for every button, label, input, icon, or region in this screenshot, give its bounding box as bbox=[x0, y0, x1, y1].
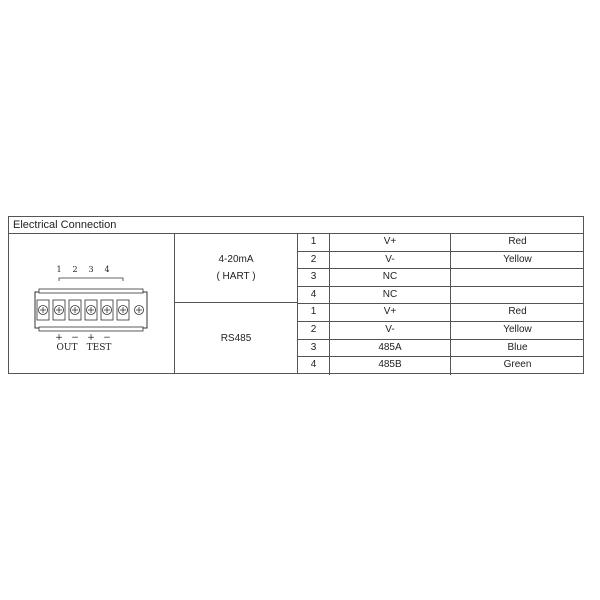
row-wire-color: Yellow bbox=[503, 324, 532, 335]
terminal-block-bottom bbox=[39, 327, 143, 331]
table-row bbox=[298, 287, 584, 305]
electrical-connection-table bbox=[8, 216, 584, 374]
row-wire-color bbox=[451, 287, 584, 304]
mode-cell-rs485 bbox=[175, 303, 298, 374]
row-signal: 485B bbox=[330, 357, 451, 375]
row-number: 3 bbox=[298, 269, 330, 286]
pin-number-3: 3 bbox=[88, 265, 94, 274]
table-row bbox=[298, 252, 584, 270]
row-wire-color bbox=[451, 269, 584, 286]
row-wire-color: Green bbox=[503, 359, 532, 371]
table-row bbox=[298, 322, 584, 340]
row-wire-color: Red bbox=[508, 306, 527, 318]
row-wire-color: Blue bbox=[507, 341, 528, 353]
terminal-diagram-cell bbox=[9, 234, 175, 374]
row-number: 2 bbox=[298, 252, 330, 269]
polarity-test-minus: − bbox=[103, 333, 111, 343]
polarity-out-minus: − bbox=[71, 333, 79, 343]
terminal-block-top bbox=[39, 289, 143, 293]
terminal-screws bbox=[37, 300, 144, 320]
row-wire-color: Red bbox=[508, 236, 527, 247]
row-number: 4 bbox=[298, 287, 330, 304]
row-wire-color: Yellow bbox=[503, 253, 532, 265]
polarity-out-plus: + bbox=[55, 333, 63, 343]
row-number: 1 bbox=[298, 234, 330, 251]
table-title: Electrical Connection bbox=[9, 217, 583, 234]
row-number: 3 bbox=[298, 340, 330, 357]
table-row bbox=[298, 357, 584, 375]
row-signal: NC bbox=[330, 269, 451, 286]
mode-rs485-label: RS485 bbox=[220, 333, 252, 344]
terminal-block-diagram bbox=[9, 234, 175, 374]
row-number: 2 bbox=[298, 322, 330, 339]
table-row bbox=[298, 340, 584, 358]
pin-number-4: 4 bbox=[104, 265, 110, 274]
row-signal: V+ bbox=[330, 304, 451, 321]
pin-number-2: 2 bbox=[72, 265, 78, 274]
pin-bracket bbox=[59, 278, 123, 281]
pin-number-1: 1 bbox=[56, 265, 62, 274]
row-signal: V+ bbox=[330, 234, 451, 251]
mode-hart-line2: ( HART ) bbox=[216, 271, 256, 282]
polarity-test-plus: + bbox=[87, 333, 95, 343]
test-label: TEST bbox=[86, 343, 112, 353]
table-row bbox=[298, 269, 584, 287]
mode-hart-line1: 4-20mA bbox=[218, 254, 254, 265]
row-signal: V- bbox=[330, 252, 451, 269]
row-number: 4 bbox=[298, 357, 330, 375]
row-signal: 485A bbox=[330, 340, 451, 357]
table-row bbox=[298, 234, 584, 252]
table-row bbox=[298, 304, 584, 322]
row-signal: NC bbox=[330, 287, 451, 304]
row-signal: V- bbox=[330, 322, 451, 339]
out-label: OUT bbox=[56, 343, 78, 353]
mode-cell-hart bbox=[175, 234, 298, 303]
row-number: 1 bbox=[298, 304, 330, 321]
